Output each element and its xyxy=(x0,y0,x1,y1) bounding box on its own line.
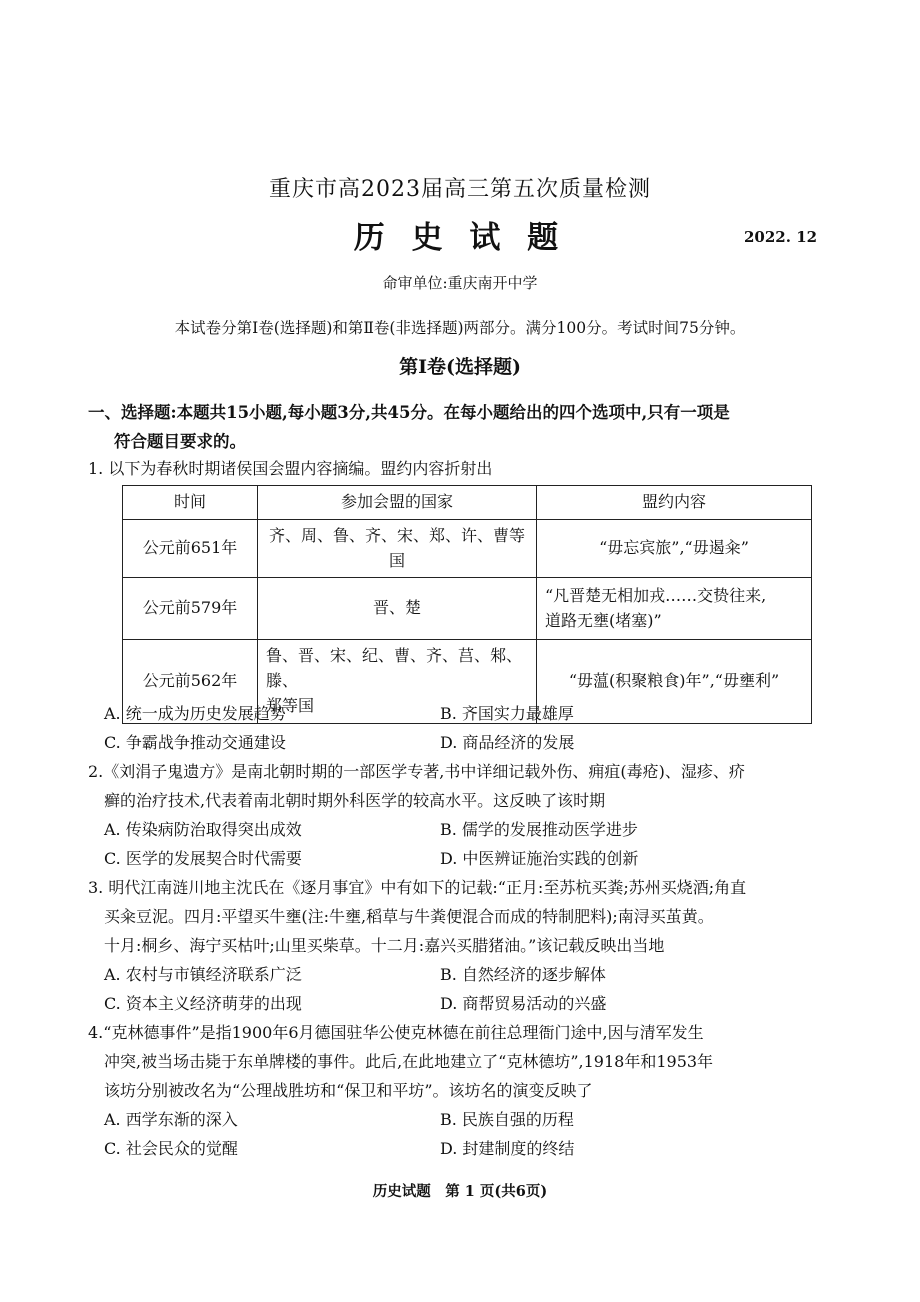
exam-intro: 本试卷分第Ⅰ卷(选择题)和第Ⅱ卷(非选择题)两部分。满分100分。考试时间75分钟。 xyxy=(174,319,746,337)
states-line: 鲁、晋、宋、纪、曹、齐、莒、邾、滕、 xyxy=(266,646,523,691)
exam-name: 重庆市高2023届高三第五次质量检测 xyxy=(269,177,651,202)
q3-option-d: D. 商帮贸易活动的兴盛 xyxy=(440,994,607,1013)
table-header-cell: 时间 xyxy=(123,486,258,520)
table-header-cell: 参加会盟的国家 xyxy=(258,486,537,520)
exam-date: 2022. 12 xyxy=(744,228,818,246)
q1-option-a: A. 统一成为历史发展趋势 xyxy=(104,704,286,723)
table-cell-states: 齐、周、鲁、齐、宋、郑、许、曹等国 xyxy=(258,519,537,578)
table-header-row xyxy=(123,486,812,520)
q3-option-c: C. 资本主义经济萌芽的出现 xyxy=(104,994,302,1013)
table-cell-states: 晋、楚 xyxy=(258,578,537,640)
q3-option-b: B. 自然经济的逐步解体 xyxy=(440,965,606,984)
section-instruction-line1: 一、选择题:本题共15小题,每小题3分,共45分。在每小题给出的四个选项中,只有一项是 xyxy=(88,403,730,422)
states-line: 郑等国 xyxy=(266,695,315,715)
q2-option-d: D. 中医辨证施治实践的创新 xyxy=(440,849,639,868)
page-footer: 历史试题 第 1 页(共6页) xyxy=(372,1183,548,1200)
table-header-cell: 盟约内容 xyxy=(537,486,812,520)
organizer: 命审单位:重庆南开中学 xyxy=(382,274,538,292)
table-cell-content: “毋忘宾旅”,“毋遏籴” xyxy=(537,519,812,578)
content-line: “凡晋楚无相加戎……交贽往来, xyxy=(545,586,767,606)
part-title: 第Ⅰ卷(选择题) xyxy=(399,356,521,378)
q3-option-a: A. 农村与市镇经济联系广泛 xyxy=(104,965,302,984)
question-4-stem-line3: 该坊分别被改名为“公理战胜坊和“保卫和平坊”。该坊名的演变反映了 xyxy=(104,1081,593,1100)
q4-option-b: B. 民族自强的历程 xyxy=(440,1110,574,1129)
treaty-table xyxy=(122,485,812,724)
q4-option-a: A. 西学东渐的深入 xyxy=(104,1110,238,1129)
subject-title: 历 史 试 题 xyxy=(353,220,567,256)
question-3-stem-line2: 买籴豆泥。四月:平望买牛壅(注:牛壅,稻草与牛粪便混合而成的特制肥料);南浔买茧黄。 xyxy=(104,907,714,926)
q4-option-d: D. 封建制度的终结 xyxy=(440,1139,575,1158)
q1-option-d: D. 商品经济的发展 xyxy=(440,733,575,752)
q2-option-c: C. 医学的发展契合时代需要 xyxy=(104,849,302,868)
table-row xyxy=(123,578,812,640)
table-row xyxy=(123,519,812,578)
q4-option-c: C. 社会民众的觉醒 xyxy=(104,1139,238,1158)
table-cell-content: “毋蕰(积聚粮食)年”,“毋壅利” xyxy=(537,640,812,723)
q1-option-b: B. 齐国实力最雄厚 xyxy=(440,704,574,723)
q2-option-b: B. 儒学的发展推动医学进步 xyxy=(440,820,638,839)
question-4-stem-line2: 冲突,被当场击毙于东单牌楼的事件。此后,在此地建立了“克林德坊”,1918年和1953年 xyxy=(104,1052,714,1071)
content-line: 道路无壅(堵塞)” xyxy=(545,610,662,630)
table-cell-time: 公元前562年 xyxy=(123,640,258,723)
q1-option-c: C. 争霸战争推动交通建设 xyxy=(104,733,286,752)
question-3-stem-line3: 十月:桐乡、海宁买枯叶;山里买柴草。十二月:嘉兴买腊猪油。”该记载反映出当地 xyxy=(104,936,665,955)
question-1-stem: 1. 以下为春秋时期诸侯国会盟内容摘编。盟约内容折射出 xyxy=(88,459,493,478)
table-cell-time: 公元前651年 xyxy=(123,519,258,578)
question-4-stem-line1: 4.“克林德事件”是指1900年6月德国驻华公使克林德在前往总理衙门途中,因与清军发生 xyxy=(88,1023,704,1042)
q2-option-a: A. 传染病防治取得突出成效 xyxy=(104,820,302,839)
table-cell-time: 公元前579年 xyxy=(123,578,258,640)
table-cell-content xyxy=(537,578,812,640)
question-3-stem-line1: 3. 明代江南涟川地主沈氏在《逐月事宜》中有如下的记载:“正月:至苏杭买粪;苏州买烧酒;角直 xyxy=(88,878,747,897)
question-2-stem-line1: 2.《刘涓子鬼遗方》是南北朝时期的一部医学专著,书中详细记载外伤、痈疽(毒疮)、湿疹、疥 xyxy=(88,762,745,781)
question-2-stem-line2: 癣的治疗技术,代表着南北朝时期外科医学的较高水平。这反映了该时期 xyxy=(104,791,606,810)
section-instruction-line2: 符合题目要求的。 xyxy=(114,432,246,451)
